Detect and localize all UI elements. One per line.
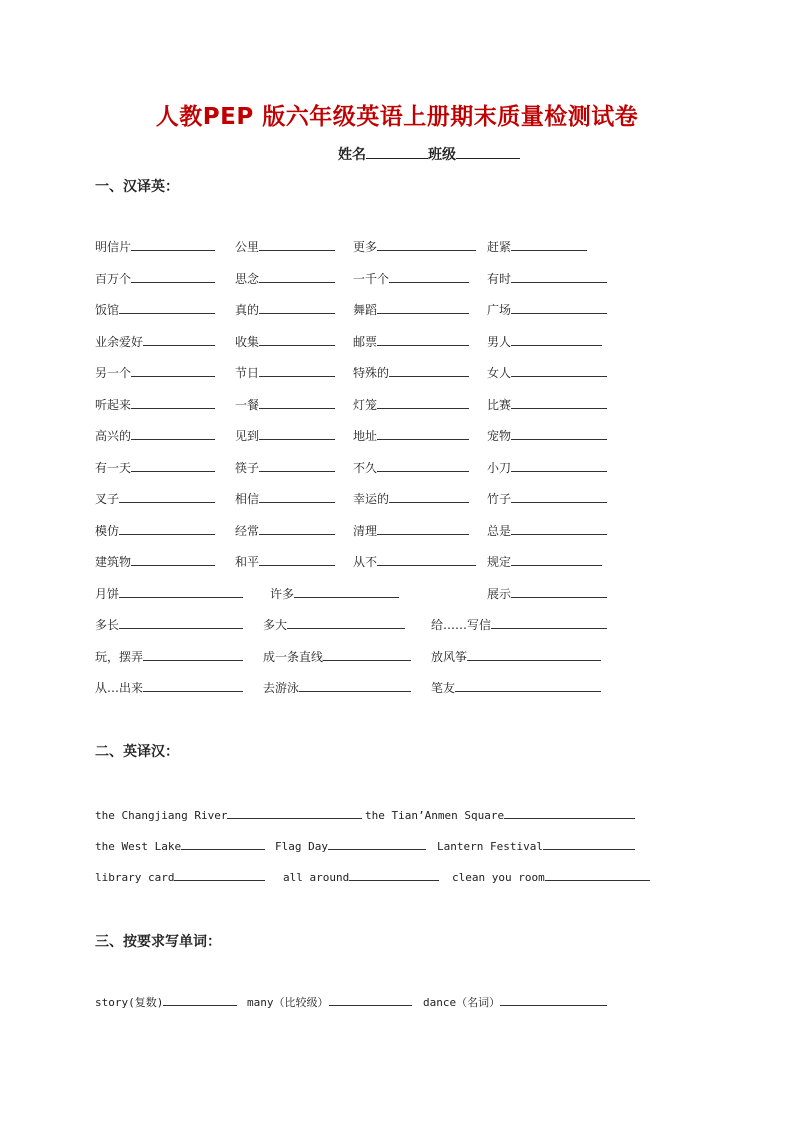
- exercise-item: [353, 396, 469, 413]
- item-label: 展示: [487, 586, 512, 601]
- exercise-item: [487, 490, 607, 507]
- exercise-item: [95, 301, 215, 318]
- answer-blank[interactable]: [259, 301, 335, 314]
- exercise-item: [487, 270, 607, 287]
- answer-blank[interactable]: [511, 459, 607, 472]
- answer-blank[interactable]: [163, 993, 237, 1006]
- item-label: 百万个: [95, 271, 132, 286]
- item-label: library card: [95, 871, 175, 884]
- answer-blank[interactable]: [131, 364, 215, 377]
- exercise-item: [95, 333, 215, 350]
- exercise-item: [452, 868, 650, 886]
- item-label: story(复数): [95, 996, 164, 1009]
- answer-blank[interactable]: [119, 585, 243, 598]
- answer-blank[interactable]: [119, 616, 243, 629]
- exercise-item: [235, 238, 335, 255]
- exercise-item: [431, 679, 601, 696]
- answer-blank[interactable]: [259, 333, 335, 346]
- item-label: many（比较级）: [247, 996, 329, 1009]
- exercise-item: [487, 553, 602, 570]
- item-label: 多长: [95, 618, 120, 632]
- answer-blank[interactable]: [377, 333, 469, 346]
- item-label: 筷子: [235, 460, 260, 475]
- exercise-item: [353, 238, 476, 255]
- answer-blank[interactable]: [299, 679, 411, 692]
- item-label: 男人: [487, 334, 512, 349]
- answer-blank[interactable]: [143, 333, 215, 346]
- answer-blank[interactable]: [377, 427, 469, 440]
- exercise-item: [487, 459, 607, 476]
- item-label: 竹子: [487, 492, 512, 506]
- item-label: 地址: [353, 429, 378, 443]
- exercise-item: [235, 270, 335, 287]
- exercise-item: [270, 585, 399, 602]
- exercise-item: [95, 993, 237, 1011]
- item-label: 放风筝: [431, 649, 468, 664]
- item-label: 公里: [235, 240, 260, 254]
- exercise-item: [235, 396, 335, 413]
- answer-blank[interactable]: [259, 364, 335, 377]
- item-label: 比赛: [487, 397, 512, 412]
- answer-blank[interactable]: [131, 396, 215, 409]
- item-label: 收集: [235, 334, 260, 349]
- item-label: clean you room: [452, 871, 545, 884]
- exercise-item: [95, 648, 243, 665]
- exercise-item: [437, 837, 635, 855]
- answer-blank[interactable]: [131, 427, 215, 440]
- item-label: the Changjiang River: [95, 809, 228, 822]
- item-label: 幸运的: [353, 492, 390, 506]
- item-label: 给……写信: [431, 618, 492, 632]
- exercise-item: [235, 522, 335, 539]
- exercise-item: [353, 553, 476, 570]
- answer-blank[interactable]: [259, 459, 335, 472]
- exercise-item: [95, 806, 362, 824]
- item-label: 业余爱好: [95, 334, 144, 349]
- exercise-item: [95, 522, 215, 539]
- exercise-item: [487, 522, 607, 539]
- name-blank[interactable]: [366, 145, 428, 159]
- exercise-item: [353, 490, 469, 507]
- item-label: 一千个: [353, 271, 390, 286]
- item-label: Lantern Festival: [437, 840, 543, 853]
- section2-heading: 二、英译汉：: [95, 744, 179, 760]
- item-label: 有时: [487, 271, 512, 286]
- name-label: 姓名: [338, 147, 366, 163]
- exercise-item: [487, 364, 607, 381]
- answer-blank[interactable]: [349, 868, 439, 881]
- answer-blank[interactable]: [294, 585, 399, 598]
- item-label: 相信: [235, 492, 260, 506]
- item-label: 叉子: [95, 492, 120, 506]
- answer-blank[interactable]: [511, 333, 602, 346]
- item-label: 听起来: [95, 397, 132, 412]
- exercise-item: [431, 648, 601, 665]
- item-label: dance（名词）: [423, 996, 501, 1009]
- answer-blank[interactable]: [511, 301, 607, 314]
- answer-blank[interactable]: [491, 616, 607, 629]
- answer-blank[interactable]: [511, 427, 607, 440]
- item-label: 高兴的: [95, 429, 132, 443]
- exercise-item: [95, 679, 243, 696]
- item-label: 不久: [353, 460, 378, 475]
- exercise-item: [353, 459, 469, 476]
- exercise-item: [353, 427, 469, 444]
- item-label: 从不: [353, 555, 378, 569]
- exercise-item: [95, 553, 215, 570]
- answer-blank[interactable]: [511, 270, 607, 283]
- exercise-item: [95, 490, 215, 507]
- exercise-item: [235, 427, 335, 444]
- exercise-item: [275, 837, 426, 855]
- item-label: 赶紧: [487, 240, 512, 254]
- answer-blank[interactable]: [389, 490, 469, 503]
- exercise-item: [247, 993, 412, 1011]
- exercise-item: [263, 679, 411, 696]
- exercise-item: [353, 270, 469, 287]
- item-label: all around: [283, 871, 350, 884]
- answer-blank[interactable]: [389, 364, 469, 377]
- item-label: the Tian’Anmen Square: [365, 809, 505, 822]
- item-label: 总是: [487, 523, 512, 538]
- exercise-item: [95, 238, 215, 255]
- answer-blank[interactable]: [511, 396, 607, 409]
- answer-blank[interactable]: [119, 301, 215, 314]
- answer-blank[interactable]: [259, 396, 335, 409]
- exercise-item: [487, 427, 607, 444]
- answer-blank[interactable]: [259, 238, 335, 251]
- answer-blank[interactable]: [467, 648, 601, 661]
- exercise-item: [487, 585, 607, 602]
- item-label: 特殊的: [353, 366, 390, 380]
- item-label: 成一条直线: [263, 649, 324, 664]
- answer-blank[interactable]: [259, 427, 335, 440]
- exercise-item: [235, 301, 335, 318]
- item-label: 饭馆: [95, 303, 120, 317]
- answer-blank[interactable]: [174, 868, 265, 881]
- item-label: 更多: [353, 240, 378, 254]
- answer-blank[interactable]: [511, 585, 607, 598]
- answer-blank[interactable]: [455, 679, 601, 692]
- exercise-item: [423, 993, 607, 1011]
- answer-blank[interactable]: [504, 806, 635, 819]
- answer-blank[interactable]: [143, 648, 243, 661]
- answer-blank[interactable]: [377, 301, 469, 314]
- exercise-item: [95, 868, 265, 886]
- answer-blank[interactable]: [545, 868, 650, 881]
- exercise-item: [235, 333, 335, 350]
- answer-blank[interactable]: [328, 837, 426, 850]
- item-label: 月饼: [95, 586, 120, 601]
- answer-blank[interactable]: [511, 238, 587, 251]
- item-label: Flag Day: [275, 840, 328, 853]
- item-label: 玩，摆弄: [95, 649, 144, 664]
- item-label: 许多: [270, 586, 295, 601]
- item-label: 思念: [235, 271, 260, 286]
- exercise-item: [235, 553, 335, 570]
- exercise-item: [263, 648, 411, 665]
- item-label: 另一个: [95, 366, 132, 380]
- exercise-item: [353, 301, 469, 318]
- item-label: 笔友: [431, 681, 456, 695]
- item-label: 经常: [235, 523, 260, 538]
- section1-heading: 一、汉译英：: [95, 179, 179, 195]
- answer-blank[interactable]: [259, 270, 335, 283]
- answer-blank[interactable]: [131, 270, 215, 283]
- answer-blank[interactable]: [131, 459, 215, 472]
- answer-blank[interactable]: [377, 238, 476, 251]
- item-label: 明信片: [95, 240, 132, 254]
- answer-blank[interactable]: [119, 490, 215, 503]
- item-label: the West Lake: [95, 840, 182, 853]
- item-label: 从…出来: [95, 681, 144, 695]
- item-label: 广场: [487, 303, 512, 317]
- exercise-item: [95, 459, 215, 476]
- answer-blank[interactable]: [131, 238, 215, 251]
- exercise-item: [365, 806, 635, 824]
- answer-blank[interactable]: [377, 553, 476, 566]
- item-label: 灯笼: [353, 397, 378, 412]
- answer-blank[interactable]: [500, 993, 607, 1006]
- answer-blank[interactable]: [181, 837, 265, 850]
- exercise-item: [487, 333, 602, 350]
- exercise-item: [95, 585, 243, 602]
- exercise-item: [487, 396, 607, 413]
- answer-blank[interactable]: [511, 364, 607, 377]
- answer-blank[interactable]: [377, 459, 469, 472]
- exercise-item: [95, 837, 265, 855]
- item-label: 有一天: [95, 460, 132, 475]
- item-label: 规定: [487, 555, 512, 569]
- item-label: 真的: [235, 303, 260, 317]
- answer-blank[interactable]: [511, 490, 607, 503]
- exercise-item: [95, 364, 215, 381]
- answer-blank[interactable]: [389, 270, 469, 283]
- exercise-item: [95, 270, 215, 287]
- exercise-item: [235, 364, 335, 381]
- item-label: 女人: [487, 366, 512, 380]
- answer-blank[interactable]: [377, 396, 469, 409]
- answer-blank[interactable]: [259, 490, 335, 503]
- answer-blank[interactable]: [323, 648, 411, 661]
- answer-blank[interactable]: [119, 522, 215, 535]
- answer-blank[interactable]: [511, 522, 607, 535]
- exercise-item: [487, 301, 607, 318]
- item-label: 清理: [353, 523, 378, 538]
- exercise-item: [95, 427, 215, 444]
- exercise-item: [235, 459, 335, 476]
- item-label: 邮票: [353, 334, 378, 349]
- section3-heading: 三、按要求写单词：: [95, 934, 221, 950]
- exercise-item: [283, 868, 439, 886]
- item-label: 舞蹈: [353, 303, 378, 317]
- class-blank[interactable]: [456, 145, 520, 159]
- exercise-item: [487, 238, 587, 255]
- item-label: 一餐: [235, 397, 260, 412]
- item-label: 节日: [235, 366, 260, 380]
- item-label: 建筑物: [95, 555, 132, 569]
- exercise-item: [95, 396, 215, 413]
- exercise-item: [431, 616, 607, 633]
- answer-blank[interactable]: [131, 553, 215, 566]
- item-label: 去游泳: [263, 681, 300, 695]
- answer-blank[interactable]: [227, 806, 362, 819]
- name-class-line: [0, 144, 794, 164]
- class-label: 班级: [428, 147, 456, 163]
- item-label: 多大: [263, 618, 288, 632]
- exercise-item: [353, 522, 469, 539]
- item-label: 见到: [235, 429, 260, 443]
- exercise-item: [235, 490, 335, 507]
- exercise-item: [353, 364, 469, 381]
- item-label: 小刀: [487, 460, 512, 475]
- exercise-item: [263, 616, 405, 633]
- answer-blank[interactable]: [543, 837, 635, 850]
- item-label: 宠物: [487, 429, 512, 443]
- answer-blank[interactable]: [329, 993, 412, 1006]
- answer-blank[interactable]: [287, 616, 405, 629]
- exercise-item: [353, 333, 469, 350]
- answer-blank[interactable]: [259, 522, 335, 535]
- item-label: 模仿: [95, 523, 120, 538]
- item-label: 和平: [235, 555, 260, 569]
- answer-blank[interactable]: [259, 553, 335, 566]
- exercise-item: [95, 616, 243, 633]
- answer-blank[interactable]: [377, 522, 469, 535]
- page-title: 人教PEP 版六年级英语上册期末质量检测试卷: [155, 104, 639, 130]
- answer-blank[interactable]: [143, 679, 243, 692]
- answer-blank[interactable]: [511, 553, 602, 566]
